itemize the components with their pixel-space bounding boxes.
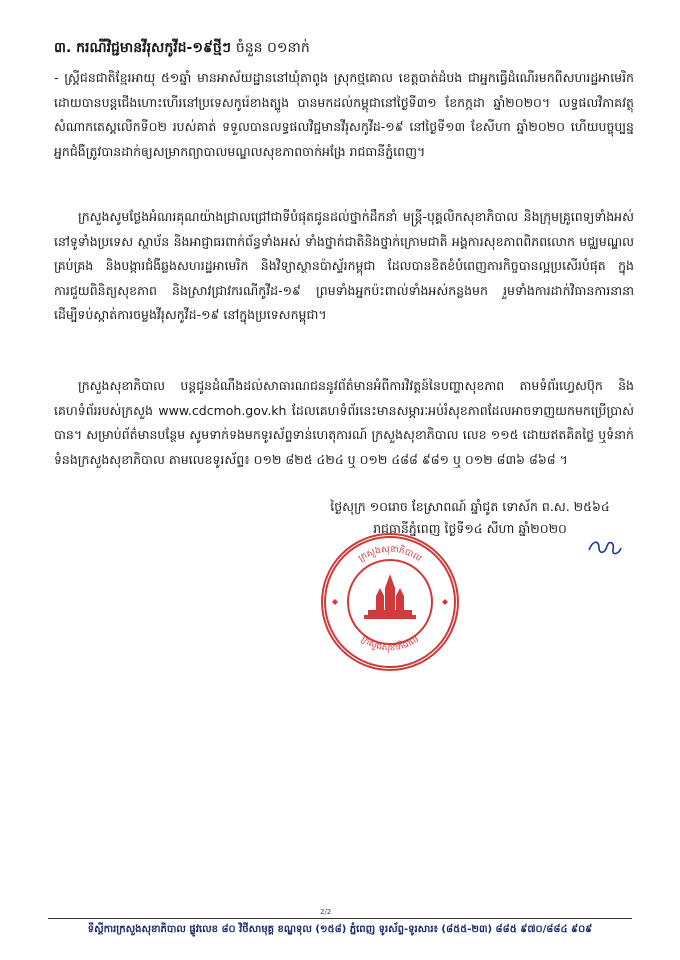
lunar-date: ថ្ងៃសុក្រ ១០រោច ខែស្រាពណ៍ ឆ្នាំជូត ទោស័ក ព.ស. ២៥៦៤ — [330, 499, 610, 514]
official-seal — [318, 530, 463, 675]
angkor-temple-icon — [364, 574, 416, 619]
signature-mark — [585, 536, 625, 560]
section-heading — [54, 38, 634, 58]
section-heading-title: ៣. ករណីវិជ្ជមានវីរុសកូវីដ-១៩ថ្មីៗ — [54, 40, 231, 56]
solar-date: រាជធានីភ្នំពេញ ថ្ងៃទី១៤ សីហា ឆ្នាំ២០២០ — [373, 521, 567, 536]
seal-bottom-text: ក្រសួងសុខាភិបាល — [359, 634, 421, 654]
acknowledgement-paragraph: ក្រសួងសូមថ្លែងអំណរគុណយ៉ាងជ្រាលជ្រៅជាទីបំផុតជូនដល់ថ្នាក់ដឹកនាំ មន្រ្តី-បុគ្គលិកសុខាភិបាល និងក្រុមគ្រូពេទ្យទាំងអស់នៅទូទាំងប្រទេស ស្ថាប័ន និងអាជ្ញាធរពាក់ព័ន្ធទាំងអស់ ទាំងថ្នាក់ជាតិនិងថ្នាក់ក្រោមជាតិ អង្គការសុខភាពពិភពលោក មជ្ឈមណ្ឌលគ្រប់គ្រង និងបង្ការជំងឺឆ្លងសហរដ្ឋអាមេរិក និងវិទ្យាស្ថានប៉ាស្ទ័រកម្ពុជា ដែលបានខិតខំបំពេញភារកិច្ចបានល្អប្រសើរបំផុត ក្នុងការជួយពិនិត្យសុខភាព និងស្រាវជ្រាវករណីកូវីដ-១៩ ព្រមទាំងអ្នកប៉ះពាល់ទាំងអស់កន្លងមក រួមទាំងការដាក់វិធានការនានា ដើម្បីទប់ស្កាត់ការចម្លងវីរុសកូវីដ-១៩ នៅក្នុងប្រទេសកម្ពុជា។ — [54, 209, 634, 322]
page-number: 2/2 — [320, 908, 332, 916]
footer-divider — [48, 918, 632, 919]
footer-address: ទីស្តីការក្រសួងសុខាភិបាល ផ្លូវលេខ ៨០ វិថីសាមុគ្គ ខណ្ឌទុល (១៥៨) ភ្នំពេញ ទូរស័ព្ទ-ទូរសារ៖ (៨៥៥-២៣) ៨៨៥ ៩៧០/៨៨៤ ៩០៩ — [87, 924, 593, 935]
case-description-paragraph: - ស្រ្តីជនជាតិខ្មែរអាយុ ៥១ឆ្នាំ មានអាស័យដ្ឋាននៅឃុំតាពូង ស្រុកថ្មគោល ខេត្តបាត់ដំបង ជាអ្នកធ្វើដំណើរមកពីសហរដ្ឋអាមេរិក ដោយបានបន្តជើងហោះហើរនៅប្រទេសកូរ៉េខាងត្បូង បានមកដល់កម្ពុជានៅថ្ងៃទី៣១ ខែកក្កដា ឆ្នាំ២០២០។ លទ្ធផលវិភាគវត្ថុសំណាកតេស្តលើកទី០២ របស់គាត់ ទទួលបានលទ្ធផលវិជ្ជមានវីរុសកូវីដ-១៩ នៅថ្ងៃទី១៣ ខែសីហា ឆ្នាំ២០២០ ហើយបច្ចុប្បន្ន អ្នកជំងឺត្រូវបានដាក់ឲ្យសម្រាកព្យាបាលមណ្ឌលសុខភាពចាក់អង្រែ រាជធានីភ្នំពេញ។ — [54, 70, 634, 159]
contact-info-paragraph: ក្រសួងសុខាភិបាល បន្តជូនដំណឹងដល់សាធារណជននូវព័ត៌មានអំពីការវិវត្តន៍នៃបញ្ហាសុខភាព តាមទំព័រហ្វេសប៊ុក និងគេហទំព័ររបស់ក្រសួង www.cdcmoh.gov.kh ដែលគេហទំព័រនេះមានសម្ភារៈអប់រំសុខភាពដែលអាចទាញយកមកប្រើប្រាស់បាន។ សម្រាប់ព័ត៌មានបន្ថែម សូមទាក់ទងមកទូរស័ព្ទទាន់ហេតុការណ៍ ក្រសួងសុខាភិបាល លេខ ១១៥ ដោយឥតគិតថ្លៃ ឬទំនាក់ទំនងក្រសួងសុខាភិបាល តាមលេខទូរស័ព្ទ៖ ០១២ ៨២៥ ៤២៤ ឬ ០១២ ៤៨៨ ៩៨១ ឬ ០១២ ៨៣៦ ៨៦៨ ។ — [54, 378, 634, 467]
case-count: ចំនួន ០១នាក់ — [235, 40, 310, 56]
seal-top-text: ក្រសួងសុខាភិបាល — [356, 544, 424, 564]
